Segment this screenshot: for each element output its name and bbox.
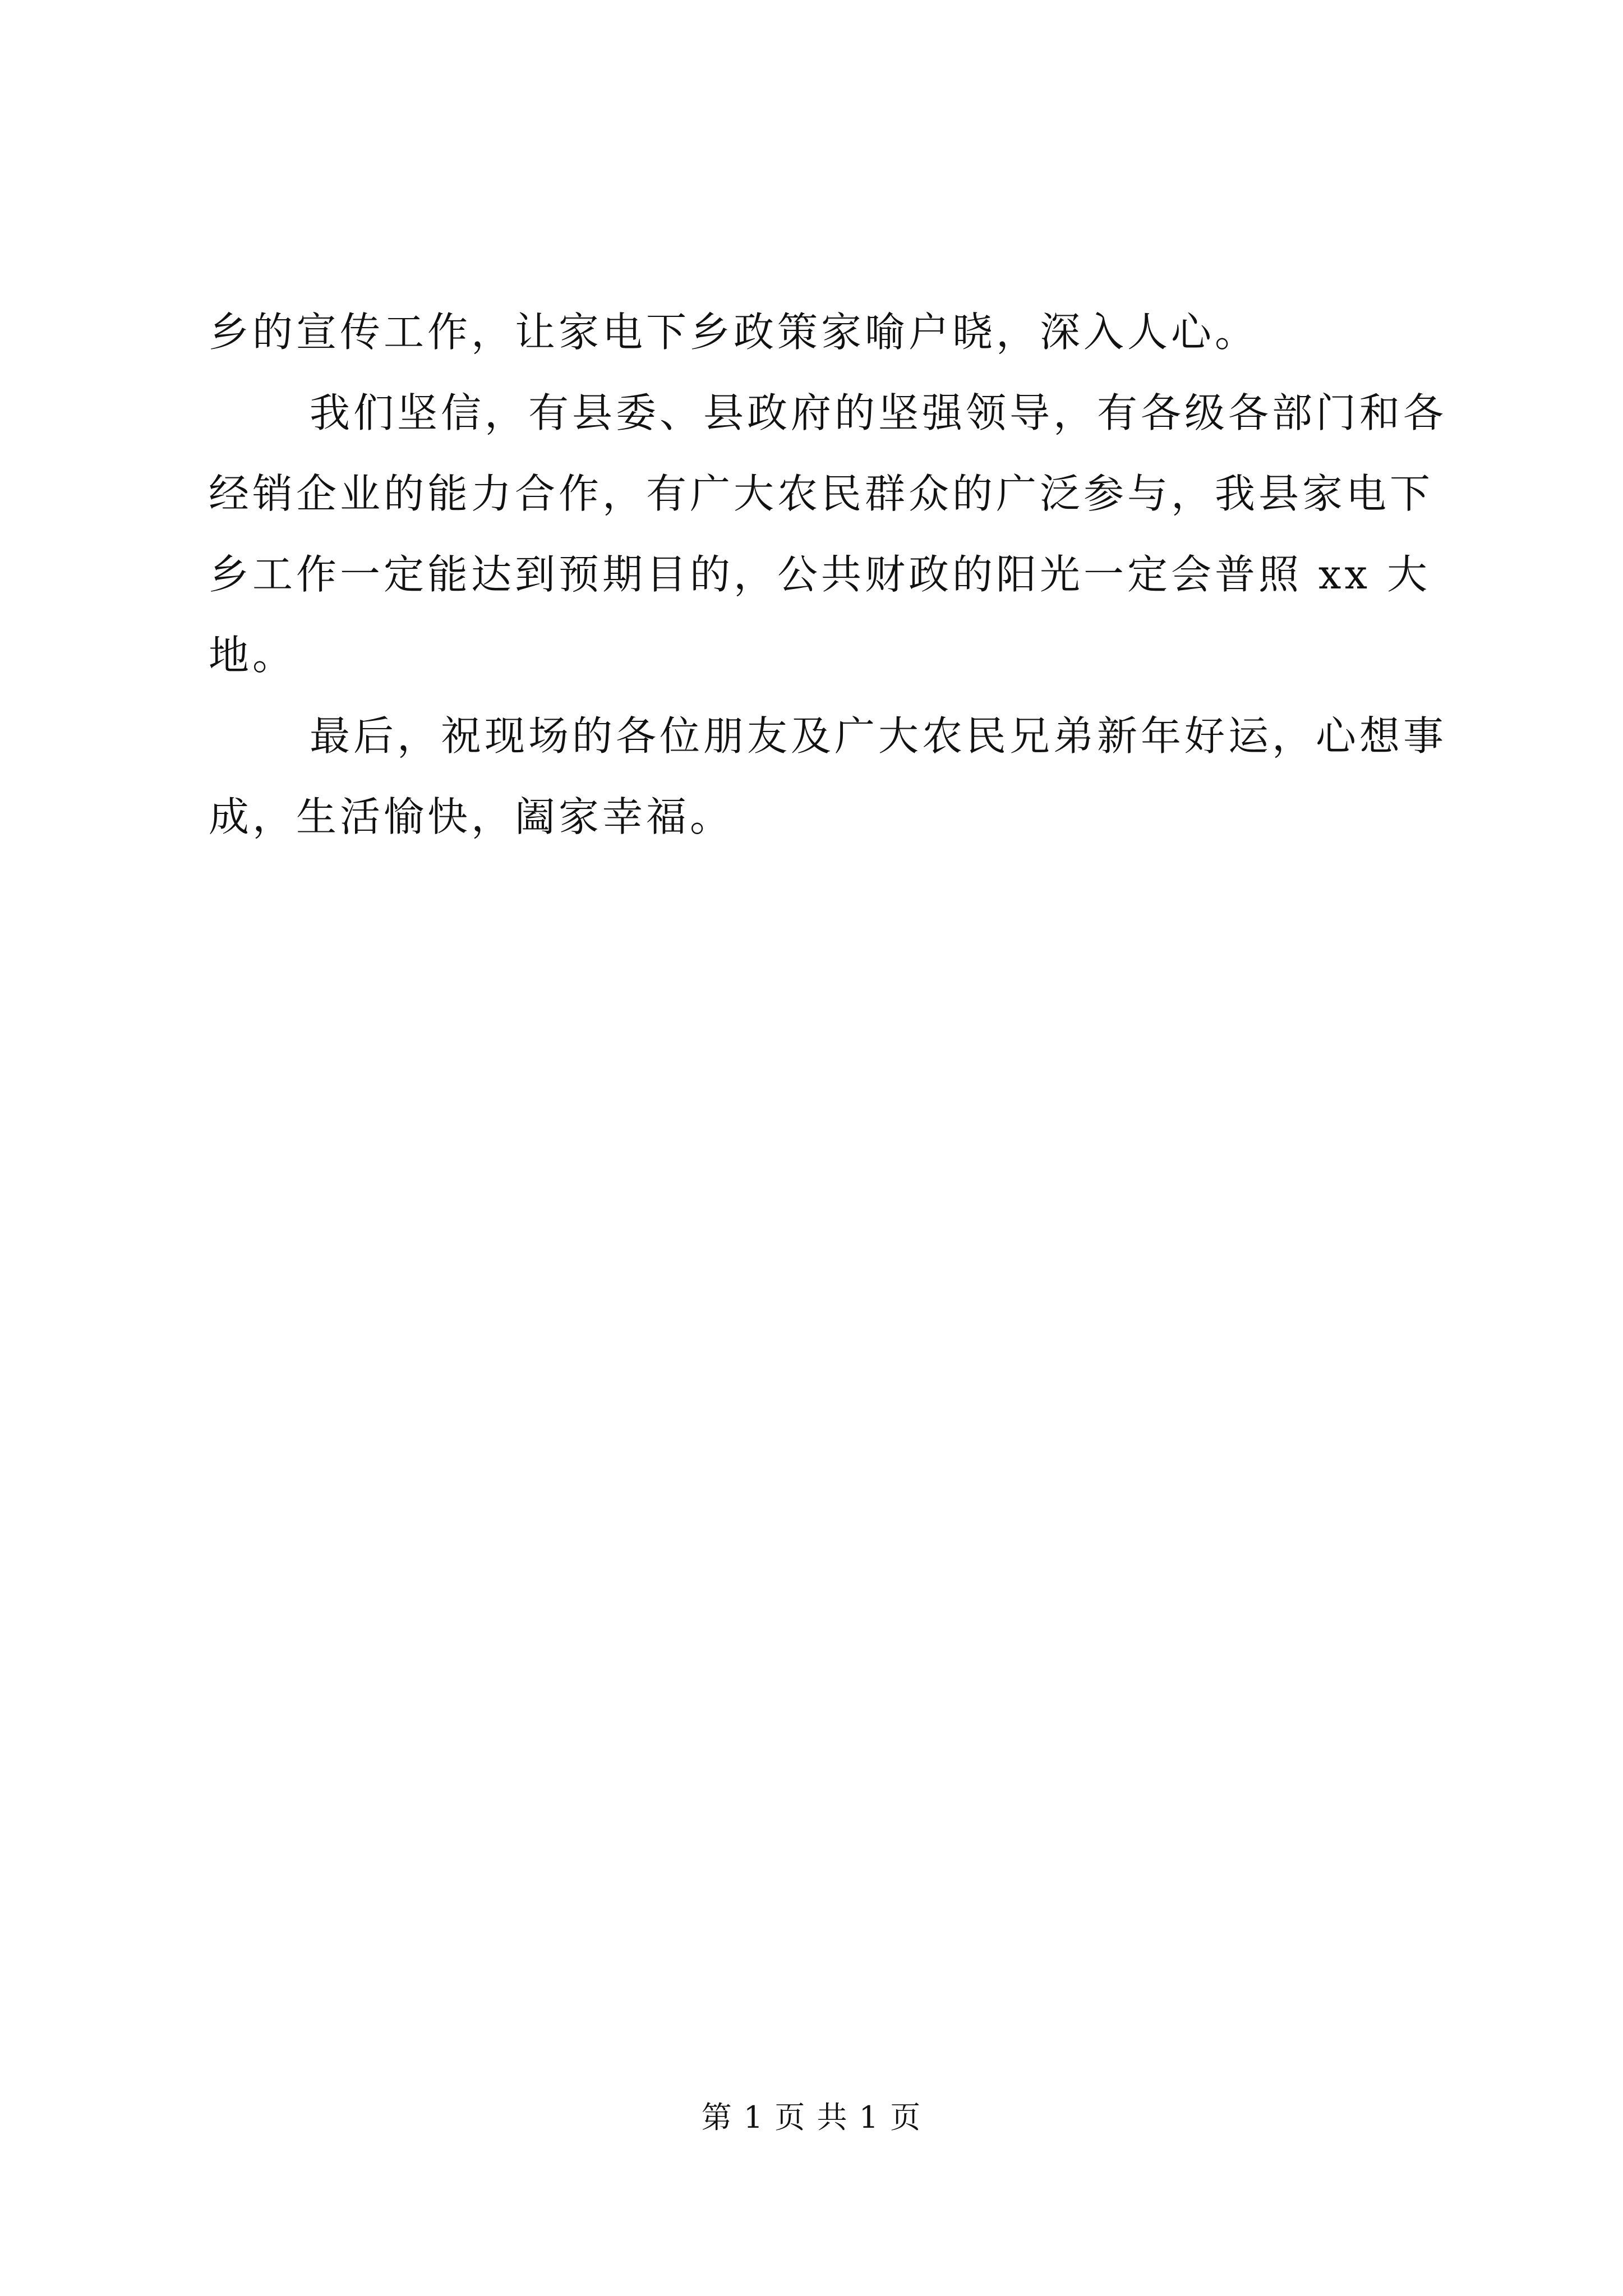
page-number-footer: 第 1 页 共 1 页 [701, 2100, 922, 2135]
document-body [209, 292, 1447, 857]
paragraph-line: 最后，祝现场的各位朋友及广大农民兄弟新年好运，心想事 [310, 712, 1447, 760]
paragraph-line: 经销企业的能力合作，有广大农民群众的广泛参与，我县家电下 [209, 470, 1434, 517]
paragraph-line: 我们坚信，有县委、县政府的坚强领导，有各级各部门和各 [310, 389, 1447, 436]
paragraph-line: 地。 [209, 632, 297, 679]
paragraph-line: 乡工作一定能达到预期目的，公共财政的阳光一定会普照 xx 大 [209, 551, 1431, 598]
paragraph-line: 乡的宣传工作，让家电下乡政策家喻户晓，深入人心。 [209, 309, 1259, 356]
paragraph-line: 成，生活愉快，阖家幸福。 [209, 793, 734, 840]
